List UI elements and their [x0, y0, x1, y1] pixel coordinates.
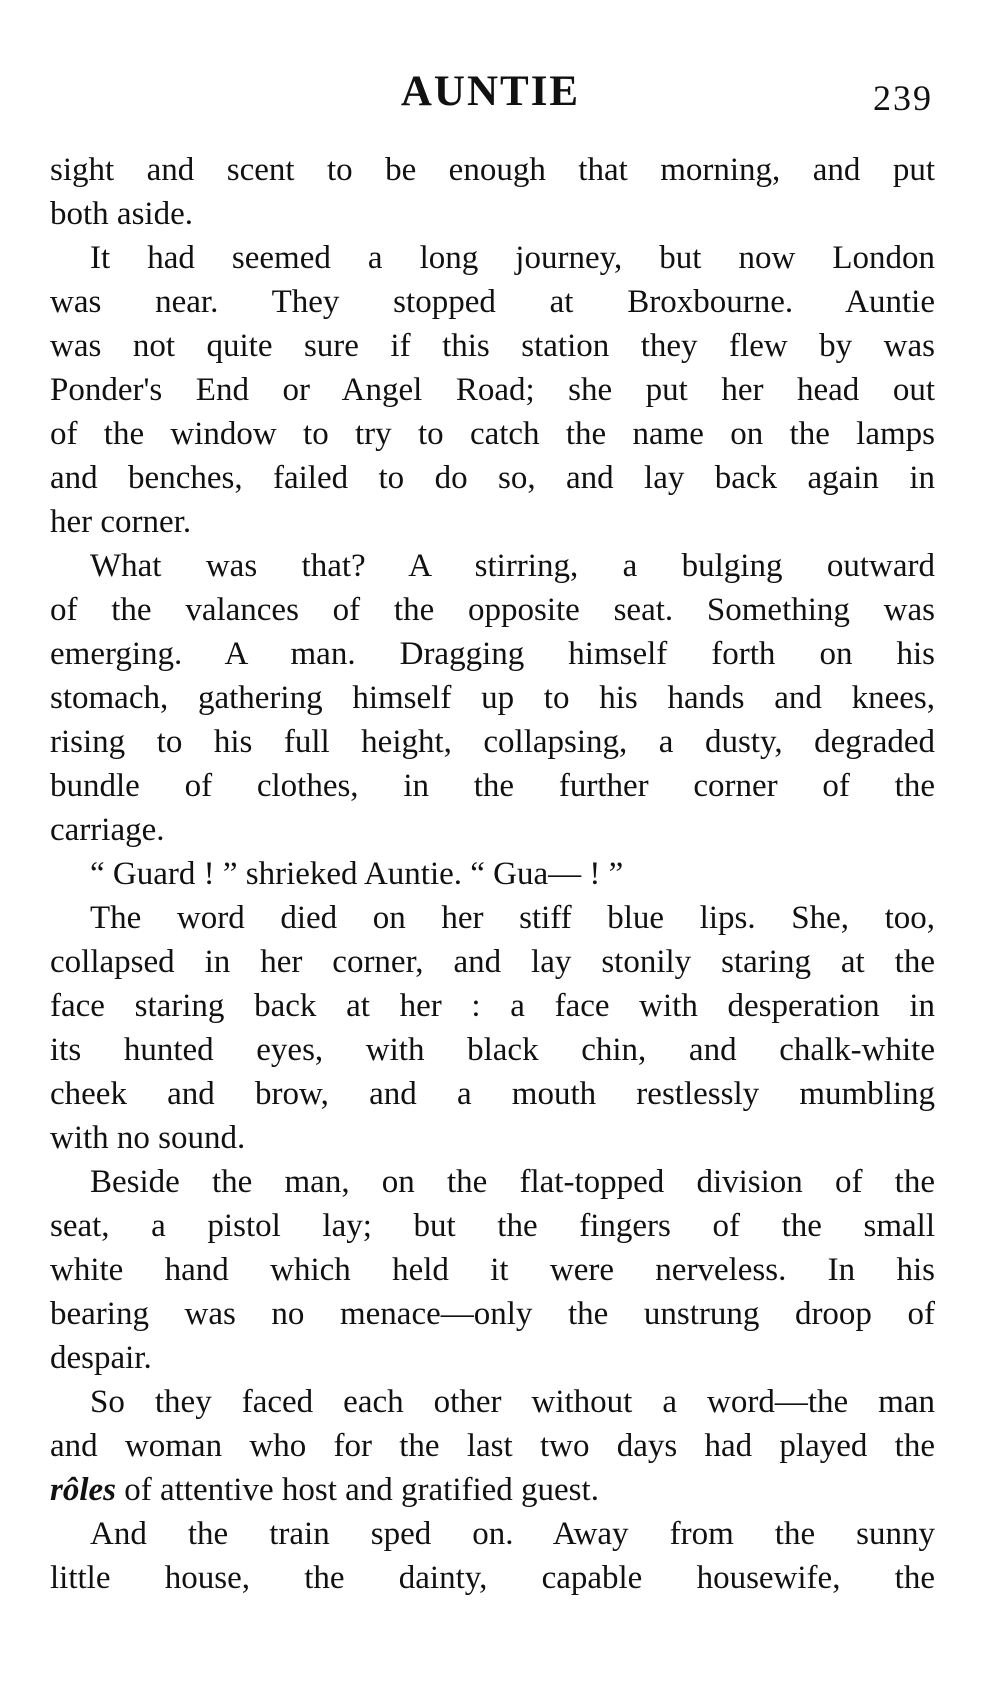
- text-line: So they faced each other without a word—the man: [90, 1384, 935, 1420]
- running-title: AUNTIE: [400, 68, 581, 115]
- text-line: little house, the dainty, capable housewife, the: [50, 1560, 935, 1596]
- text-line: bundle of clothes, in the further corner of the: [50, 768, 935, 804]
- text-line: “ Guard ! ” shrieked Auntie. “ Gua— ! ”: [90, 856, 624, 892]
- text-line: of the valances of the opposite seat. Something was: [50, 592, 935, 628]
- text-line: sight and scent to be enough that morning, and put: [50, 152, 935, 188]
- text-line: both aside.: [50, 196, 193, 232]
- paragraph: [50, 1160, 935, 1380]
- paragraph: [50, 544, 935, 852]
- text-line: of the window to try to catch the name on the lamps: [50, 416, 935, 452]
- text-line: with no sound.: [50, 1120, 246, 1156]
- paragraph: [50, 852, 935, 896]
- text-line: despair.: [50, 1340, 152, 1376]
- paragraph: [50, 1512, 935, 1600]
- text-line: white hand which held it were nerveless. In his: [50, 1252, 935, 1288]
- italic-word: rôles: [50, 1472, 116, 1508]
- page-number: 239: [873, 78, 933, 118]
- text-line: seat, a pistol lay; but the fingers of the small: [50, 1208, 935, 1244]
- text-line: [50, 1468, 935, 1512]
- text-line: collapsed in her corner, and lay stonily staring at the: [50, 944, 935, 980]
- text-line: rising to his full height, collapsing, a dusty, degraded: [50, 724, 935, 760]
- text-line: her corner.: [50, 504, 192, 540]
- paragraph: [50, 1380, 935, 1512]
- text-line: was not quite sure if this station they flew by was: [50, 328, 935, 364]
- text-line: It had seemed a long journey, but now London: [90, 240, 935, 276]
- paragraph: [50, 236, 935, 544]
- text-line: bearing was no menace—only the unstrung droop of: [50, 1296, 935, 1332]
- text-line: cheek and brow, and a mouth restlessly mumbling: [50, 1076, 935, 1112]
- text-line: What was that? A stirring, a bulging outward: [90, 548, 935, 584]
- text-line: its hunted eyes, with black chin, and chalk-white: [50, 1032, 935, 1068]
- body-text: [50, 148, 935, 1600]
- paragraph: [50, 148, 935, 236]
- text-line: emerging. A man. Dragging himself forth on his: [50, 636, 935, 672]
- text-line: and benches, failed to do so, and lay back again in: [50, 460, 935, 496]
- text-line: And the train sped on. Away from the sunny: [90, 1516, 935, 1552]
- text-line: Ponder's End or Angel Road; she put her head out: [50, 372, 935, 408]
- text-line: was near. They stopped at Broxbourne. Auntie: [50, 284, 935, 320]
- text-line: The word died on her stiff blue lips. She, too,: [90, 900, 935, 936]
- text-line: face staring back at her : a face with desperation in: [50, 988, 935, 1024]
- text-line: carriage.: [50, 812, 165, 848]
- text-line: and woman who for the last two days had played the: [50, 1428, 935, 1464]
- text-fragment: of attentive host and gratified guest.: [116, 1472, 599, 1508]
- running-head: [48, 62, 933, 122]
- text-line: stomach, gathering himself up to his hands and knees,: [50, 680, 935, 716]
- text-line: Beside the man, on the flat-topped division of the: [90, 1164, 935, 1200]
- paragraph: [50, 896, 935, 1160]
